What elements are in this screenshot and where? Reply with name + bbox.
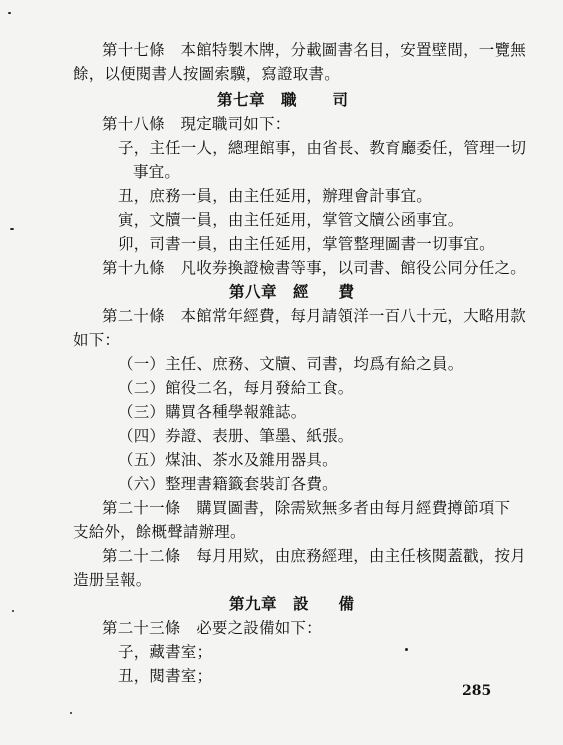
scan-speck	[70, 712, 72, 714]
text-line: 丑，庶務一員，由主任延用，辦理會計事宜。	[118, 187, 433, 205]
page-number: 285	[462, 683, 492, 699]
text-line: 卯，司書一員，由主任延用，掌管整理圖書一切事宜。	[118, 235, 495, 253]
chapter-number: 第八章	[229, 282, 278, 301]
text-line: 事宜。	[133, 163, 181, 181]
chapter-heading	[217, 90, 348, 110]
text-line: 如下：	[73, 331, 121, 349]
list-item: （一）主任、庶務、文牘、司書，均爲有給之員。	[118, 355, 464, 373]
scan-speck	[10, 228, 14, 230]
text-line: 子，主任一人，總理館事，由省長、教育廳委任，管理一切	[118, 139, 527, 157]
text-line: 寅，文牘一員，由主任延用，掌管文牘公函事宜。	[118, 211, 464, 229]
scan-speck	[405, 648, 408, 651]
text-line: 餘，以便閱書人按圖索驥，寫證取書。	[73, 65, 340, 83]
list-item: 子，藏書室；	[118, 643, 213, 661]
list-item: （二）館役二名，每月發給工食。	[118, 379, 354, 397]
scan-speck	[8, 12, 11, 14]
chapter-number: 第九章	[229, 594, 278, 613]
chapter-title: 經	[293, 282, 309, 301]
chapter-title: 設	[293, 594, 309, 613]
chapter-title: 費	[338, 282, 355, 301]
chapter-number: 第七章	[217, 90, 266, 109]
chapter-heading	[229, 594, 354, 614]
text-line: 第十八條 現定職司如下：	[102, 115, 291, 133]
text-line: 第二十一條 購買圖書，除需欵無多者由每月經費撙節項下	[102, 499, 511, 517]
list-item: （五）煤油、茶水及雜用器具。	[118, 451, 338, 469]
list-item: （六）整理書籍籤套裝訂各費。	[118, 475, 338, 493]
scan-speck	[12, 610, 14, 612]
chapter-title: 職	[281, 90, 297, 109]
text-line: 第二十三條 必要之設備如下：	[102, 619, 322, 637]
list-item: 丑，閱書室；	[118, 667, 213, 685]
chapter-title: 備	[338, 594, 355, 613]
list-item: （四）券證、表册、筆墨、紙張。	[118, 427, 354, 445]
text-line: 第二十條 本館常年經費，每月請領洋一百八十元，大略用款	[102, 307, 526, 325]
chapter-heading	[229, 282, 354, 302]
text-line: 第十九條 凡收券換證檢書等事，以司書、館役公同分任之。	[102, 259, 526, 277]
chapter-title: 司	[332, 90, 349, 109]
text-line: 造册呈報。	[73, 571, 152, 589]
text-line: 支給外，餘概聲請辦理。	[73, 523, 246, 541]
list-item: （三）購買各種學報雜誌。	[118, 403, 307, 421]
text-line: 第二十二條 每月用欵，由庶務經理，由主任核閱蓋戳，按月	[102, 547, 526, 565]
text-line: 第十七條 本館特製木牌，分載圖書名目，安置壁間，一覽無	[102, 41, 526, 59]
